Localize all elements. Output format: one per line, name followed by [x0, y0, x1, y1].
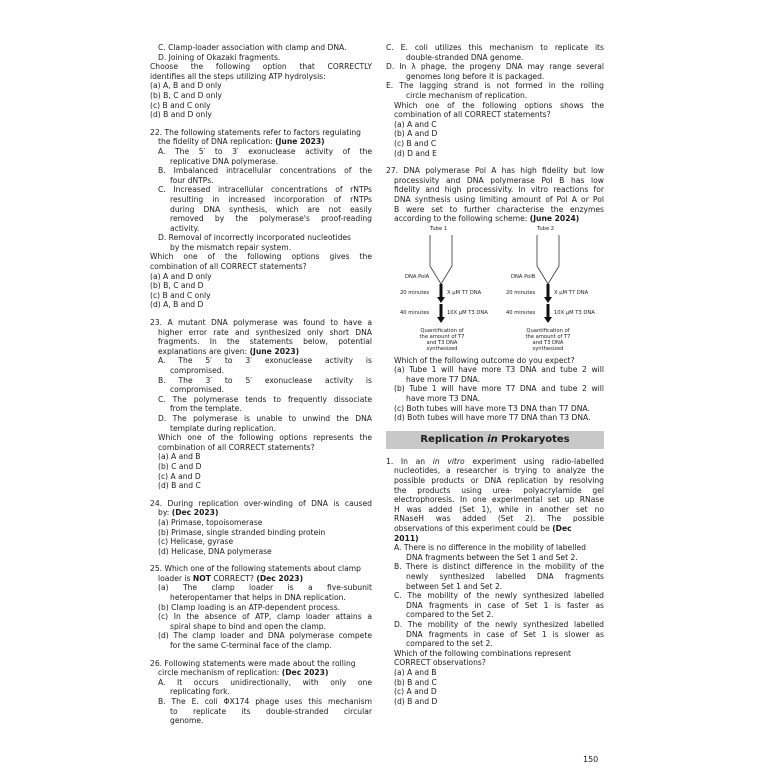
text-line: (a) Tube 1 will have more T3 DNA and tube 2 will [394, 365, 604, 375]
text-line: circle mechanism of replication: (Dec 2023) [158, 668, 329, 678]
text-line: (c) Helicase, gyrase [158, 537, 234, 547]
right-column-middle [386, 356, 604, 423]
text-line: (d) The clamp loader and DNA polymerase compete [158, 631, 372, 641]
text-line: C. Increased intracellular concentrations of rNTPs [158, 185, 372, 195]
text-line: 27. DNA polymerase Pol A has high fidelity but low [386, 166, 604, 176]
tube-1-addition-a: X µM T7 DNA [447, 289, 482, 296]
tube-1-label: Tube 1 [430, 225, 448, 232]
text-line: between Set 1 and Set 2. [406, 581, 503, 591]
text-line: template during replication. [170, 423, 277, 433]
text-line: B. There is distinct difference in the mobility of the [394, 562, 604, 572]
text-line: (c) A and D [394, 687, 437, 697]
text-line: Which one of the following options gives the [150, 252, 372, 262]
arrow-1b-shaft [440, 304, 443, 318]
text-line: compromised. [170, 366, 225, 375]
polymerase-scheme-diagram [386, 224, 604, 356]
text-line: (c) B and C only [150, 290, 211, 300]
text-line: B. The 3′ to 5′ exonuclease activity is [158, 375, 372, 385]
text-line: processivity and DNA polymerase Pol B has low [394, 175, 604, 185]
arrow-2a-head [544, 297, 552, 303]
tube-2-time-b: 40 minutes [506, 309, 536, 316]
text-line: RNaseH was added (Set 2). The possible [394, 514, 604, 524]
arrow-2b-shaft [547, 304, 550, 318]
text-line: (c) In the absence of ATP, clamp loader attains a [158, 612, 372, 622]
text-line: from the template. [170, 404, 242, 414]
text-line: Choose the following option that CORRECTLY [150, 62, 372, 72]
spacer [150, 120, 372, 128]
tube-2-time-a: 20 minutes [506, 289, 536, 296]
tube-2-addition-a: X µM T7 DNA [554, 289, 589, 296]
arrow-1b-head [437, 317, 445, 323]
tube-1-shape [430, 235, 452, 284]
text-line: have more T7 DNA. [406, 374, 481, 384]
text-line: heteropentamer that helps in DNA replication. [170, 593, 346, 603]
text-line: by the mismatch repair system. [170, 242, 292, 252]
text-line: (d) B and D [394, 696, 438, 706]
text-line: replicative DNA polymerase. [170, 156, 279, 166]
pol-a-label: DNA PolA [405, 273, 430, 280]
spacer [150, 310, 372, 318]
text-line: CORRECT observations? [394, 658, 486, 668]
right-column-bottom [386, 457, 604, 706]
text-line: C. Clamp-loader association with clamp and DNA. [158, 43, 347, 52]
arrow-2a-shaft [547, 284, 550, 298]
text-line: (b) B, C and D only [150, 90, 222, 100]
tube-1-quantification: Quantification of the amount of T7 and T3 DNA synthesized [419, 327, 465, 352]
text-line: Which of the following combinations represent [394, 648, 572, 658]
tube-2-addition-b: 10X µM T3 DNA [554, 309, 595, 316]
text-line: to replicate its double-stranded circular [170, 706, 372, 716]
text-line: 23. A mutant DNA polymerase was found to have a [150, 318, 372, 328]
text-line: (a) A and B [158, 452, 201, 462]
text-line: electrophoresis. In one experimental set up RNase [394, 495, 604, 505]
text-line: have more T3 DNA. [406, 394, 481, 404]
text-line: for the same C-terminal face of the clamp. [170, 641, 332, 651]
arrow-1a-head [437, 297, 445, 303]
arrow-1a-shaft [440, 284, 443, 298]
text-line: the products using urea- polyacrylamide gel [394, 485, 604, 495]
text-line: B. The E. coli ΦX174 phage uses this mechanism [158, 697, 372, 706]
text-line: removed by the polymerase's proof-reading [170, 214, 372, 224]
right-column [386, 43, 604, 706]
text-line: (b) Clamp loading is an ATP-dependent process. [158, 602, 341, 612]
text-line: (c) B and C [394, 138, 437, 148]
text-line: possible products or DNA replication by resolving [394, 476, 604, 486]
text-line: A. It occurs unidirectionally, with only one [158, 677, 372, 687]
text-line: (a) The clamp loader is a five-subunit [158, 583, 372, 593]
text-line: four dNTPs. [170, 175, 214, 185]
tube-2-shape [537, 235, 559, 284]
text-line: (b) Tube 1 will have more T7 DNA and tube 2 will [394, 384, 604, 394]
text-line: circle mechanism of replication. [406, 90, 528, 100]
text-line: explanations are given: (June 2023) [158, 346, 300, 356]
text-line: (c) Both tubes will have more T3 DNA than T7 DNA. [394, 403, 590, 413]
text-line: 25. Which one of the following statements about clamp [150, 564, 361, 574]
text-line: DNA fragments in case of Set 1 is slower as [406, 629, 604, 639]
text-line: replicating fork. [170, 687, 230, 697]
text-line: (d) B and D only [150, 110, 212, 120]
text-line: double-stranded DNA genome. [406, 52, 524, 62]
tube-1-time-b: 40 minutes [400, 309, 430, 316]
right-column-top [386, 43, 604, 224]
text-line: compromised. [170, 385, 225, 395]
text-line: DNA fragments between the Set 1 and Set 2. [406, 552, 578, 562]
text-line: D. Removal of incorrectly incorporated nucleotides [158, 233, 352, 243]
spacer [150, 651, 372, 659]
text-line: observations of this experiment could be (Dec [394, 524, 572, 533]
spacer [150, 491, 372, 499]
text-line: 26. Following statements were made about the rolling [150, 658, 356, 668]
text-line: fidelity and high processivity. In vitro reactions for [394, 185, 604, 195]
section-heading: Replication in Prokaryotes [386, 431, 604, 449]
text-line: activity. [170, 223, 200, 233]
text-line: 24. During replication over-winding of DNA is caused [150, 498, 372, 508]
text-line: (b) Primase, single stranded binding protein [158, 527, 326, 537]
text-line: genome. [170, 716, 204, 726]
spacer [150, 556, 372, 564]
text-line: (b) B, C and D [150, 281, 204, 291]
text-line: during DNA synthesis, which are not easily [170, 204, 372, 214]
text-line: DNA synthesis using limiting amount of Pol A or Pol [394, 194, 604, 204]
page-number: 150 [583, 755, 599, 764]
text-line: D. In λ phage, the progeny DNA may range several [386, 62, 604, 72]
text-line: (d) Both tubes will have more T7 DNA than T3 DNA. [394, 413, 591, 423]
text-line: B. Imbalanced intracellular concentrations of the [158, 166, 372, 176]
text-line: identifies all the steps utilizing ATP hydrolysis: [150, 71, 326, 81]
text-line: (a) A and B [394, 667, 437, 677]
spacer [386, 158, 604, 166]
text-line: compared to the Set 2. [406, 610, 494, 620]
text-line: A. The 5′ to 3′ exonuclease activity is [158, 356, 372, 366]
text-line: by: (Dec 2023) [158, 508, 219, 518]
arrow-2b-head [544, 317, 552, 323]
text-line: (d) Helicase, DNA polymerase [158, 546, 272, 556]
tube-1-addition-b: 10X µM T3 DNA [447, 309, 488, 316]
text-line: (b) A and D [394, 129, 438, 139]
text-line: (a) A and C [394, 119, 437, 129]
text-line: spiral shape to bind and open the clamp. [170, 621, 327, 631]
text-line: C. The polymerase tends to frequently dissociate [158, 394, 372, 404]
text-line: nucleotides, a researcher is trying to analyze the [394, 466, 604, 476]
text-line: D. The polymerase is unable to unwind the DNA [158, 413, 372, 423]
text-line: B were set to further characterise the enzymes [394, 204, 604, 214]
left-column [150, 43, 372, 726]
text-line: (b) B and C [394, 677, 437, 687]
text-line: loader is NOT CORRECT? (Dec 2023) [158, 573, 304, 583]
text-line: (a) Primase, topoisomerase [158, 517, 263, 527]
text-line: fragments. In the statements below, potential [158, 337, 372, 347]
text-line: higher error rate and synthesized only short DNA [158, 327, 372, 337]
text-line: (a) A and D only [150, 271, 212, 281]
text-line: E. The lagging strand is not formed in the rolling [386, 81, 604, 91]
text-line: (b) C and D [158, 461, 202, 471]
text-line: H was added (Set 1), while in another set no [394, 504, 604, 514]
text-line: A. There is no difference in the mobility of labelled [394, 543, 586, 553]
text-line: Which one of the following options represents the [158, 433, 372, 443]
text-line: C. The mobility of the newly synthesized labelled [394, 591, 604, 601]
text-line: Which of the following outcome do you expect? [394, 355, 575, 365]
text-line: C. E. coli utilizes this mechanism to replicate its [386, 43, 604, 52]
text-line: (a) A, B and D only [150, 81, 222, 91]
text-line: combination of all CORRECT statements? [150, 262, 307, 272]
text-line: DNA fragments in case of Set 1 is faster as [406, 600, 604, 610]
text-line: 2011) [394, 533, 419, 543]
text-line: combination of all CORRECT statements? [394, 110, 551, 120]
text-line: A. The 5′ to 3′ exonuclease activity of the [158, 146, 372, 156]
text-line: compared to the set 2. [406, 639, 493, 649]
tube-2-quantification: Quantification of the amount of T7 and T3 DNA synthesized [525, 327, 571, 352]
text-line: (c) A and D [158, 471, 201, 481]
text-line: genomes long before it is packaged. [406, 71, 545, 81]
text-line: resulting in increased incorporation of rNTPs [170, 194, 372, 204]
tube-1-time-a: 20 minutes [400, 289, 430, 296]
pol-b-label: DNA PolB [511, 273, 536, 280]
text-line: the fidelity of DNA replication: (June 2023) [158, 137, 325, 147]
tube-2-label: Tube 2 [537, 225, 555, 232]
text-line: according to the following scheme: (June 2024) [394, 214, 580, 224]
text-line: 1. In an in vitro experiment using radio-labelled [386, 456, 604, 466]
text-line: 22. The following statements refer to factors regulating [150, 127, 361, 137]
text-line: D. Joining of Okazaki fragments. [158, 52, 281, 62]
text-line: D. The mobility of the newly synthesized labelled [394, 619, 604, 629]
text-line: combination of all CORRECT statements? [158, 442, 315, 452]
text-line: (d) D and E [394, 148, 437, 158]
text-line: (d) B and C [158, 481, 201, 491]
text-line: (d) A, B and D [150, 300, 204, 310]
text-line: Which one of the following options shows the [394, 100, 604, 110]
text-line: newly synthesized labelled DNA fragments [406, 571, 604, 581]
text-line: (c) B and C only [150, 100, 211, 110]
